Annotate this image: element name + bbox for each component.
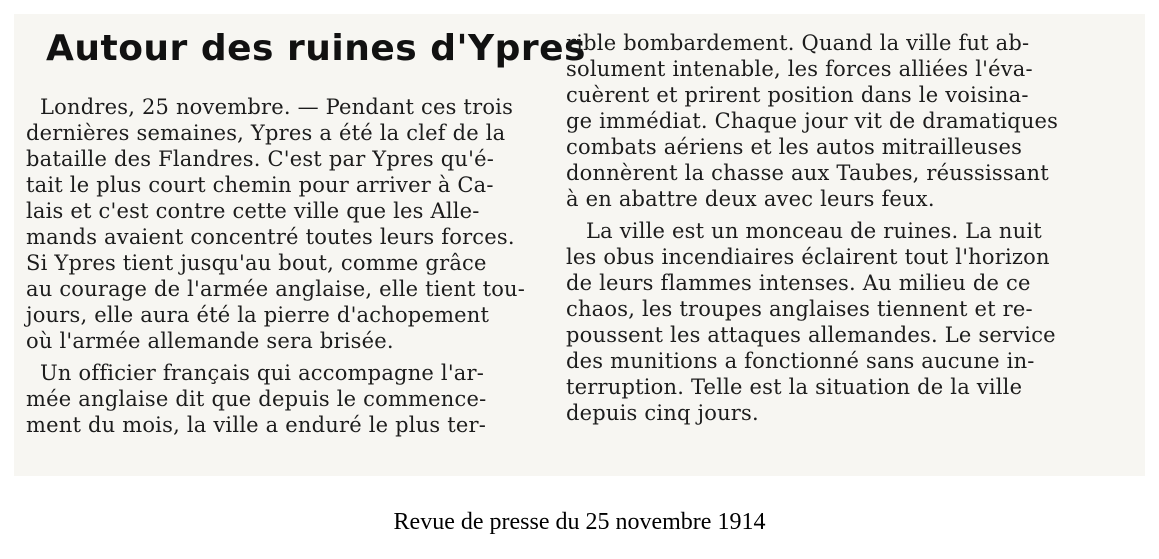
article-line: solument intenable, les forces alliées l'éva-: [566, 57, 1033, 81]
article-line: chaos, les troupes anglaises tiennent et re-: [566, 297, 1033, 321]
image-caption: Revue de presse du 25 novembre 1914: [393, 509, 766, 535]
article-line: poussent les attaques allemandes. Le service: [566, 323, 1056, 347]
article-line: les obus incendiaires éclairent tout l'horizon: [566, 245, 1050, 269]
article-line: à en abattre deux avec leurs feux.: [566, 187, 935, 211]
article-line: de leurs flammes intenses. Au milieu de ce: [566, 271, 1031, 295]
article-line: mands avaient concentré toutes leurs forces.: [26, 225, 515, 249]
article-line: où l'armée allemande sera brisée.: [26, 329, 394, 353]
article-line: dernières semaines, Ypres a été la clef de la: [26, 121, 506, 145]
article-line: depuis cinq jours.: [566, 401, 759, 425]
article-line: au courage de l'armée anglaise, elle tient tou-: [26, 277, 526, 301]
article-line: jours, elle aura été la pierre d'achopement: [26, 303, 490, 327]
article-line: lais et c'est contre cette ville que les Alle-: [26, 199, 480, 223]
article-line: bataille des Flandres. C'est par Ypres qu'é-: [26, 147, 494, 171]
article-line: ment du mois, la ville a enduré le plus ter-: [26, 413, 487, 437]
article-line: donnèrent la chasse aux Taubes, réussissant: [566, 161, 1049, 185]
article-line: Si Ypres tient jusqu'au bout, comme grâce: [26, 251, 487, 275]
article-line: ge immédiat. Chaque jour vit de dramatiques: [566, 109, 1059, 133]
article-line: rible bombardement. Quand la ville fut ab-: [566, 31, 1030, 55]
newspaper-clipping: [14, 14, 1145, 476]
article-line: terruption. Telle est la situation de la ville: [566, 375, 1023, 399]
article-line: Londres, 25 novembre. — Pendant ces trois: [40, 95, 514, 119]
article-line: combats aériens et les autos mitrailleuses: [566, 135, 1023, 159]
article-line: La ville est un monceau de ruines. La nuit: [586, 219, 1042, 243]
article-line: des munitions a fonctionné sans aucune in-: [566, 349, 1035, 373]
article-line: Un officier français qui accompagne l'ar-: [40, 361, 485, 385]
article-headline: Autour des ruines d'Ypres: [46, 28, 586, 69]
article-line: cuèrent et prirent position dans le voisina-: [566, 83, 1029, 107]
article-line: tait le plus court chemin pour arriver à Ca-: [26, 173, 494, 197]
article-line: mée anglaise dit que depuis le commence-: [26, 387, 487, 411]
